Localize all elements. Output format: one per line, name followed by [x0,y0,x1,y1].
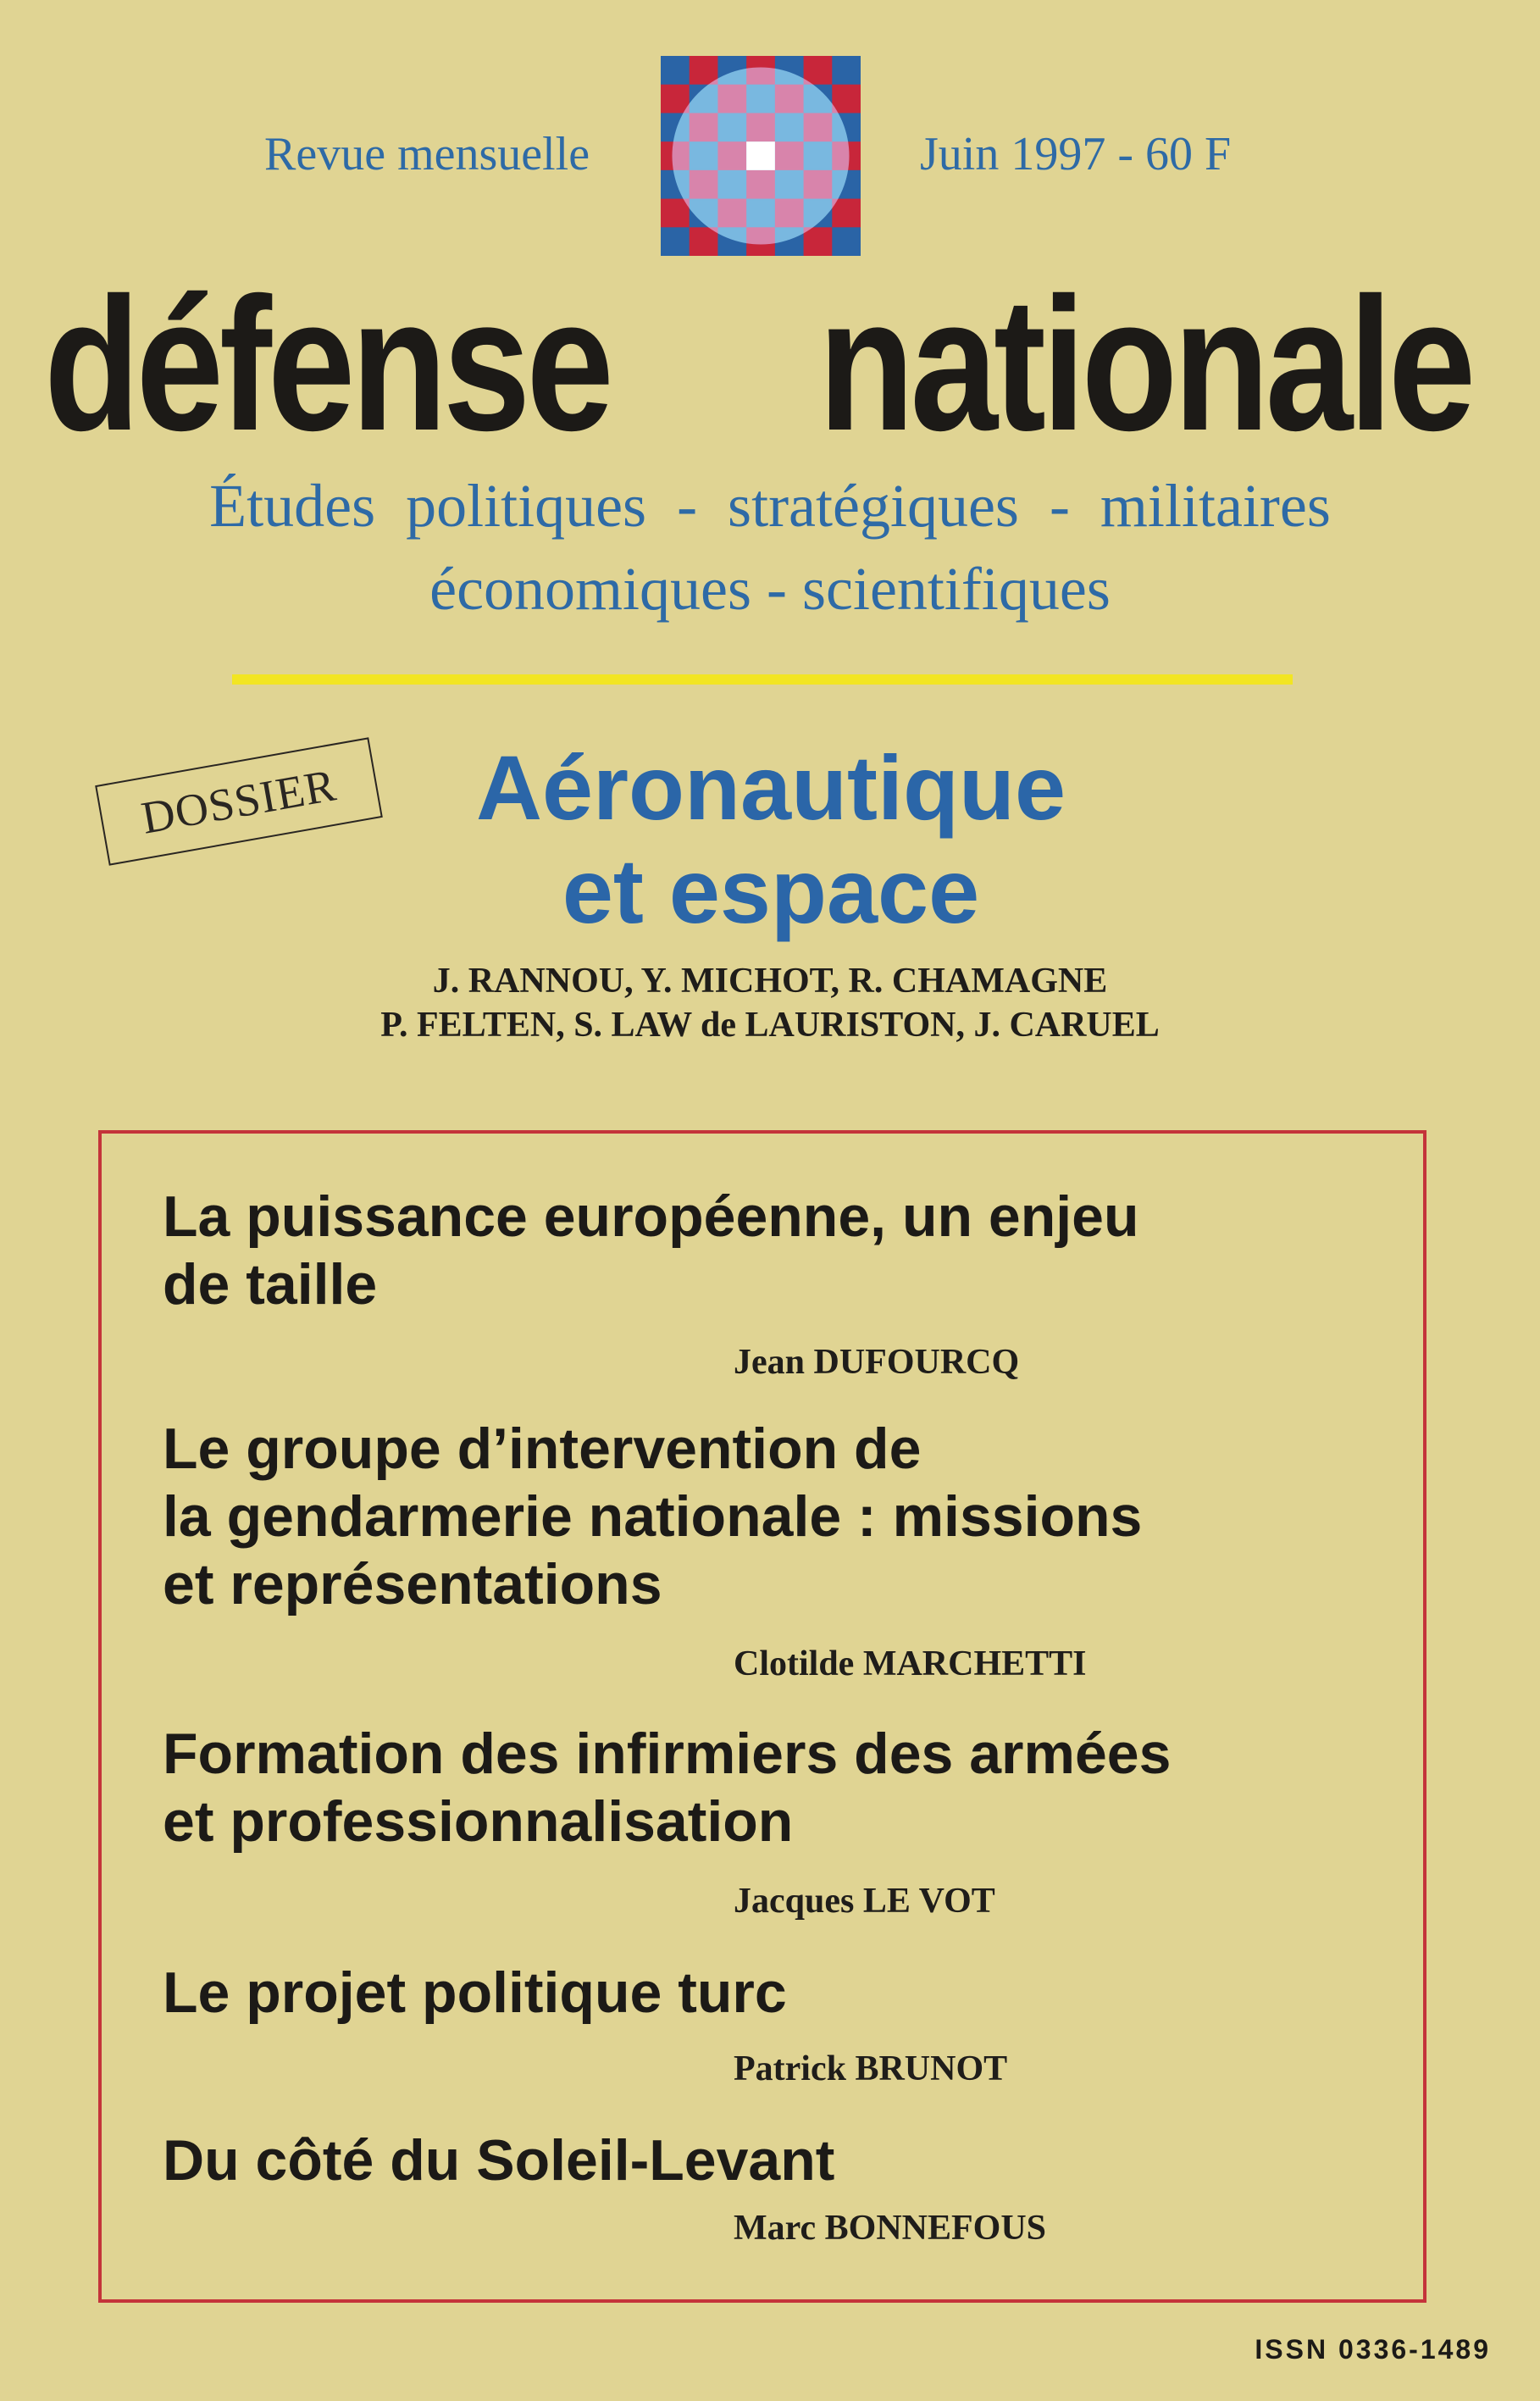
article-author: Jean DUFOURCQ [734,1343,1020,1382]
article-author: Marc BONNEFOUS [734,2209,1047,2248]
article-title [163,1183,1366,1318]
article-title [163,1720,1366,1855]
article-title-line: Le projet politique turc [163,1960,787,2025]
article-author: Clotilde MARCHETTI [734,1644,1087,1683]
periodicity-label: Revue mensuelle [264,128,590,180]
article-title [163,1959,1366,2027]
title-word-nationale: nationale [818,258,1472,470]
issue-date-price: Juin 1997 - 60 F [920,128,1232,180]
dossier-authors-line-2: P. FELTEN, S. LAW de LAURISTON, J. CARUEL [380,1006,1160,1045]
subtitle-line-2: économiques - scientifiques [429,555,1111,623]
checkered-circle-emblem-icon [661,56,861,256]
article-title [163,1415,1366,1618]
magazine-title [0,254,1540,474]
dossier-stamp: DOSSIER [95,737,383,865]
dossier-title-line-1: Aéronautique [475,736,1066,839]
article-author: Jacques LE VOT [734,1882,995,1921]
article-title-line: Formation des infirmiers des armées [163,1722,1172,1786]
article-title-line: et professionnalisation [163,1789,794,1854]
subtitle-line-1: Études politiques - stratégiques - militaires [209,472,1331,540]
dossier-authors-line-1: J. RANNOU, Y. MICHOT, R. CHAMAGNE [432,962,1108,1001]
article-title-line: Le groupe d’intervention de [163,1417,922,1481]
issn-number: ISSN 0336-1489 [1255,2334,1491,2365]
title-word-defense: défense [44,258,610,470]
article-title-line: et représentations [163,1552,662,1616]
article-author: Patrick BRUNOT [734,2049,1008,2088]
dossier-title-line-2: et espace [562,840,980,942]
article-title-line: la gendarmerie nationale : missions [163,1484,1143,1549]
article-title-line: de taille [163,1252,378,1317]
article-title-line: Du côté du Soleil-Levant [163,2128,835,2193]
article-title-line: La puissance européenne, un enjeu [163,1184,1139,1249]
yellow-divider [232,674,1293,685]
article-title [163,2127,1366,2194]
